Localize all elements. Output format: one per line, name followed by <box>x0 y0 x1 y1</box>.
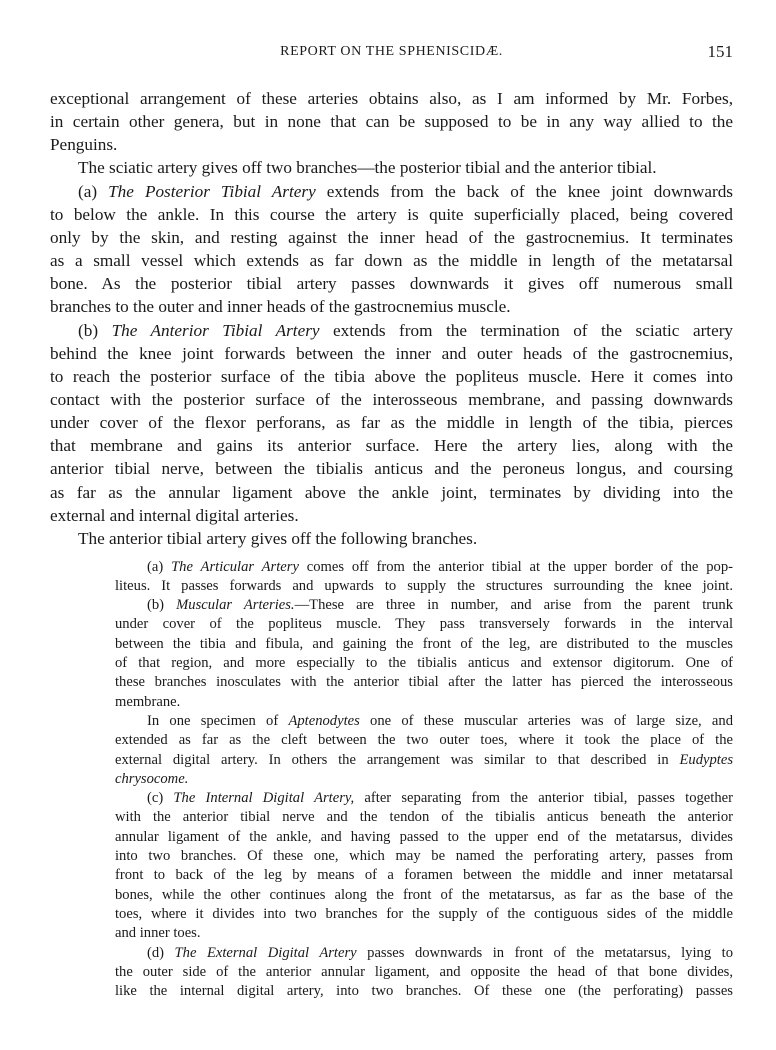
text-line <box>115 789 733 808</box>
text-span: the outer side of the anterior annular ligament, and opposite the head of that bone divides, <box>115 963 733 980</box>
text-span: into two branches. Of these one, which may be named the perforating artery, passes from <box>115 848 733 864</box>
text-line <box>50 504 733 527</box>
text-span: membrane. <box>115 693 181 710</box>
text-span: that membrane and gains its anterior surface. Here the artery lies, along with the <box>50 436 733 456</box>
text-line <box>115 963 733 982</box>
text-span: contact with the posterior surface of the interosseous membrane, and passing downwards <box>50 389 733 409</box>
text-line <box>50 527 733 550</box>
text-span: with the anterior tibial nerve and the tendon of the tibialis anticus beneath the anterior <box>115 809 733 826</box>
text-line <box>115 693 733 712</box>
text-line <box>50 295 733 318</box>
text-line <box>50 365 733 388</box>
italic-text: chrysocome. <box>115 770 189 787</box>
text-line <box>50 133 733 156</box>
text-line <box>50 388 733 411</box>
text-span: annular ligament of the ankle, and having passed to the upper end of the metatarsus, divides <box>115 828 733 845</box>
text-line <box>115 558 733 577</box>
text-line <box>115 751 733 770</box>
italic-text: Eudyptes <box>679 751 733 768</box>
text-span: and inner toes. <box>115 925 201 942</box>
text-line <box>50 481 733 504</box>
text-line <box>50 319 733 342</box>
text-span: one of these muscular arteries was of large size, and <box>359 712 734 729</box>
text-line <box>115 924 733 943</box>
page-number: 151 <box>707 42 733 61</box>
text-span: bone. As the posterior tibial artery passes downwards it gives off numerous small <box>50 274 733 294</box>
text-span: The sciatic artery gives off two branches—the posterior tibial and the anterior tibial. <box>78 158 657 178</box>
text-span: (b) <box>78 320 112 340</box>
text-span: toes, where it divides into two branches for the supply of the contiguous sides of the middle <box>115 905 733 922</box>
text-line <box>115 982 733 1001</box>
text-line <box>50 411 733 434</box>
italic-text: The Posterior Tibial Artery <box>108 181 316 201</box>
text-line <box>115 712 733 731</box>
text-span: as far as the annular ligament above the ankle joint, terminates by dividing into the <box>50 482 733 502</box>
text-line <box>115 886 733 905</box>
text-span: (d) <box>147 944 175 961</box>
text-span: branches to the outer and inner heads of the gastrocnemius muscle. <box>50 297 511 317</box>
text-line <box>50 180 733 203</box>
text-line <box>115 615 733 634</box>
text-line <box>50 110 733 133</box>
text-span: between the tibia and fibula, and gaining the front of the leg, are distributed to the muscles <box>115 635 733 652</box>
text-span: (b) <box>147 597 177 614</box>
text-line <box>115 731 733 750</box>
text-span: —These are three in number, and arise from the parent trunk <box>294 597 733 614</box>
text-line <box>115 847 733 866</box>
text-span: external and internal digital arteries. <box>50 505 299 525</box>
text-span: extended as far as the cleft between the two outer toes, where it took the place of the <box>115 732 733 749</box>
text-line <box>50 203 733 226</box>
italic-text: The Internal Digital Artery, <box>173 790 355 807</box>
text-line <box>115 770 733 789</box>
text-span: The anterior tibial artery gives off the following branches. <box>78 528 478 548</box>
text-line <box>115 577 733 596</box>
text-line <box>115 635 733 654</box>
text-span: extends from the back of the knee joint downwards <box>315 181 733 201</box>
text-span: under cover of the popliteus muscle. They pass transversely forwards in the interval <box>115 616 733 633</box>
text-span: in certain other genera, but in none that can be supposed to be in any way allied to the <box>50 112 733 132</box>
italic-text: The Anterior Tibial Artery <box>111 320 320 340</box>
text-line <box>115 808 733 827</box>
text-span: like the internal digital artery, into two branches. Of these one (the perforating) passes <box>115 983 733 1000</box>
text-line <box>50 342 733 365</box>
text-span: Penguins. <box>50 135 118 155</box>
text-line <box>115 596 733 615</box>
text-span: In one specimen of <box>147 712 289 729</box>
italic-text: The External Digital Artery <box>174 944 357 961</box>
text-span: to below the ankle. In this course the artery is quite superficially placed, being covered <box>50 204 733 224</box>
text-span: passes downwards in front of the metatarsus, lying to <box>356 944 733 961</box>
text-span: only by the skin, and resting against the inner head of the gastrocnemius. It terminates <box>50 227 733 247</box>
text-line <box>50 87 733 110</box>
text-span: comes off from the anterior tibial at the upper border of the pop- <box>298 558 733 575</box>
text-line <box>50 226 733 249</box>
text-span: these branches inosculates with the anterior tibial after the latter has pierced the interosseous <box>115 674 733 691</box>
text-span: bones, while the other continues along the front of the metatarsus, as far as the base of the <box>115 886 733 903</box>
italic-text: The Articular Artery <box>171 558 299 575</box>
text-span: exceptional arrangement of these arteries obtains also, as I am informed by Mr. Forbes, <box>50 89 733 108</box>
text-line <box>115 654 733 673</box>
text-span: of that region, and more especially to the tibialis anticus and extensor digitorum. One of <box>115 655 733 671</box>
text-span: liteus. It passes forwards and upwards to supply the structures surrounding the knee joint. <box>115 577 733 594</box>
text-span: anterior tibial nerve, between the tibialis anticus and the peroneus longus, and coursing <box>50 459 733 479</box>
text-span: behind the knee joint forwards between the inner and outer heads of the gastrocnemius, <box>50 343 733 363</box>
text-line <box>50 434 733 457</box>
text-span: under cover of the flexor perforans, as far as the middle in length of the tibia, pierces <box>50 413 733 433</box>
text-line <box>115 944 733 963</box>
italic-text: Muscular Arteries. <box>176 597 295 614</box>
text-span: (c) <box>147 790 174 807</box>
text-span: (a) <box>78 181 109 201</box>
text-line <box>50 272 733 295</box>
text-line <box>115 673 733 692</box>
running-title: REPORT ON THE SPHENISCIDÆ. <box>280 44 503 59</box>
text-span: (a) <box>147 558 172 575</box>
text-line <box>115 866 733 885</box>
text-span: extends from the termination of the sciatic artery <box>319 320 734 340</box>
text-line <box>50 457 733 480</box>
text-span: external digital artery. In others the arrangement was similar to that described in <box>115 751 680 768</box>
page-header <box>50 44 733 66</box>
text-span: to reach the posterior surface of the tibia above the popliteus muscle. Here it comes into <box>50 366 733 386</box>
text-span: after separating from the anterior tibial, passes together <box>354 790 733 807</box>
text-line <box>115 905 733 924</box>
text-span: front to back of the leg by means of a foramen between the middle and inner metatarsal <box>115 867 733 884</box>
text-line <box>50 156 733 179</box>
text-span: as a small vessel which extends as far down as the middle in length of the metatarsal <box>50 251 733 271</box>
text-line <box>50 249 733 272</box>
italic-text: Aptenodytes <box>288 712 360 729</box>
text-line <box>115 828 733 847</box>
